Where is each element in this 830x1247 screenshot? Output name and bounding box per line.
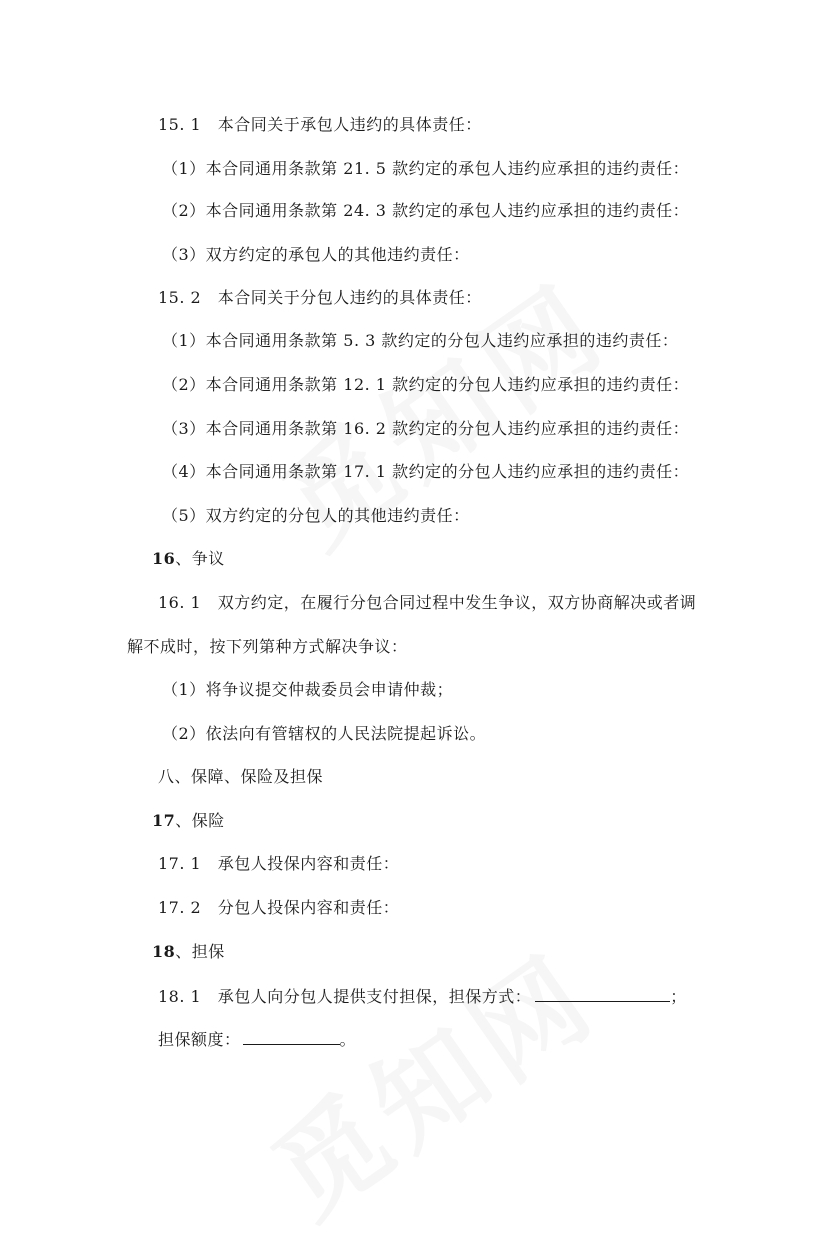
chapter-heading-8: 八、保障、保险及担保	[158, 767, 324, 786]
clause-16-1-continued: 解不成时，按下列第种方式解决争议：	[127, 637, 408, 656]
clause-17-2: 17. 2 分包人投保内容和责任：	[158, 898, 400, 917]
clause-15-2-item-3: （3）本合同通用条款第 16. 2 款约定的分包人违约应承担的违约责任：	[162, 419, 690, 438]
clause-16-1-item-1: （1）将争议提交仲裁委员会申请仲裁；	[162, 680, 454, 699]
section-heading-16: 16、争议	[152, 549, 225, 568]
clause-15-2-item-2: （2）本合同通用条款第 12. 1 款约定的分包人违约应承担的违约责任：	[162, 375, 690, 394]
clause-15-1-item-1: （1）本合同通用条款第 21. 5 款约定的承包人违约应承担的违约责任：	[162, 159, 690, 178]
section-heading-18: 18、担保	[152, 942, 225, 961]
clause-15-1: 15. 1 本合同关于承包人违约的具体责任：	[158, 115, 482, 134]
guarantee-amount-blank	[243, 1028, 340, 1045]
clause-16-1: 16. 1 双方约定，在履行分包合同过程中发生争议，双方协商解决或者调	[158, 593, 697, 612]
clause-15-2: 15. 2 本合同关于分包人违约的具体责任：	[158, 288, 482, 307]
guarantee-method-blank	[535, 985, 670, 1002]
clause-15-2-item-5: （5）双方约定的分包人的其他违约责任：	[162, 506, 470, 525]
clause-15-1-item-3: （3）双方约定的承包人的其他违约责任：	[162, 245, 470, 264]
clause-15-2-item-4: （4）本合同通用条款第 17. 1 款约定的分包人违约应承担的违约责任：	[162, 462, 690, 481]
section-heading-17: 17、保险	[152, 811, 225, 830]
guarantee-amount-line: 担保额度： 。	[158, 1030, 357, 1049]
clause-17-1: 17. 1 承包人投保内容和责任：	[158, 854, 400, 873]
watermark	[237, 911, 623, 1247]
clause-16-1-item-2: （2）依法向有管辖权的人民法院提起诉讼。	[162, 724, 487, 743]
clause-15-1-item-2: （2）本合同通用条款第 24. 3 款约定的承包人违约应承担的违约责任：	[162, 201, 690, 220]
clause-15-2-item-1: （1）本合同通用条款第 5. 3 款约定的分包人违约应承担的违约责任：	[162, 331, 679, 350]
clause-18-1: 18. 1 承包人向分包人提供支付担保，担保方式： ；	[158, 987, 687, 1006]
